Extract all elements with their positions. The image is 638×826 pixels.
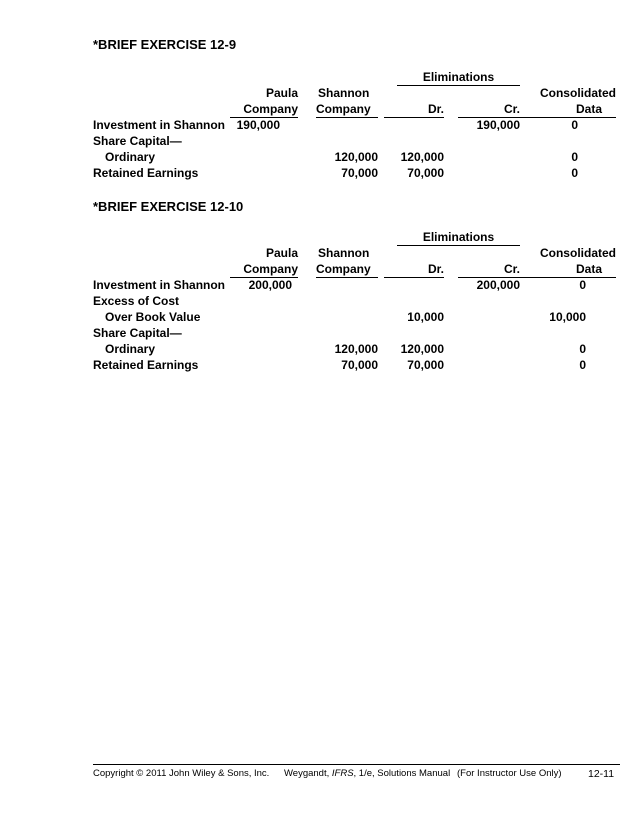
cr-value: 190,000 [476,118,520,132]
consolidated-header-line1: Consolidated [539,246,616,260]
shannon-value: 120,000 [334,342,378,356]
consolidated-value: 0 [571,118,578,132]
dr-value: 10,000 [407,310,444,324]
consolidated-header-line2: Data [520,261,616,278]
dr-value: 120,000 [400,342,444,356]
dr-header: Dr. [384,101,444,118]
row-label: Share Capital— [93,326,182,340]
footer-rule [93,764,620,765]
consolidated-header-line2: Data [520,101,616,118]
shannon-value: 70,000 [341,358,378,372]
row-label: Ordinary [105,150,156,164]
eliminations-header: Eliminations [397,229,520,246]
paula-value: 190,000 [236,118,280,132]
row-label: Investment in Shannon [93,118,226,132]
row-label: Share Capital— [93,134,182,148]
consolidated-value: 0 [571,166,578,180]
footer-copyright: Copyright © 2011 John Wiley & Sons, Inc. [93,768,270,779]
exercise-title: *BRIEF EXERCISE 12-9 [93,37,237,52]
footer-book: Weygandt, IFRS, 1/e, Solutions Manual [284,768,451,779]
consolidated-value: 0 [571,150,578,164]
row-label: Investment in Shannon [93,278,226,292]
row-label: Over Book Value [105,310,201,324]
shannon-value: 70,000 [341,166,378,180]
row-label: Ordinary [105,342,156,356]
consolidated-header-line1: Consolidated [539,86,616,100]
paula-value: 200,000 [248,278,292,292]
shannon-header-line2: Company [316,261,378,278]
consolidated-value: 0 [579,278,586,292]
row-label: Excess of Cost [93,294,180,308]
paula-header-line2: Company [230,261,298,278]
consolidated-value: 0 [579,358,586,372]
footer-page-number: 12-11 [588,768,615,780]
consolidated-value: 10,000 [549,310,586,324]
shannon-header-line2: Company [316,101,378,118]
shannon-header-line1: Shannon [318,86,370,100]
paula-header-line1: Paula [265,246,298,260]
dr-header: Dr. [384,261,444,278]
dr-value: 70,000 [407,358,444,372]
consolidated-value: 0 [579,342,586,356]
dr-value: 120,000 [400,150,444,164]
shannon-header-line1: Shannon [318,246,370,260]
row-label: Retained Earnings [93,358,199,372]
cr-header: Cr. [458,101,520,118]
shannon-value: 120,000 [334,150,378,164]
footer-instructor-note: (For Instructor Use Only) [457,768,562,779]
dr-value: 70,000 [407,166,444,180]
exercise-title: *BRIEF EXERCISE 12-10 [93,199,244,214]
paula-header-line2: Company [230,101,298,118]
row-label: Retained Earnings [93,166,199,180]
cr-value: 200,000 [476,278,520,292]
paula-header-line1: Paula [265,86,298,100]
cr-header: Cr. [458,261,520,278]
eliminations-header: Eliminations [397,69,520,86]
